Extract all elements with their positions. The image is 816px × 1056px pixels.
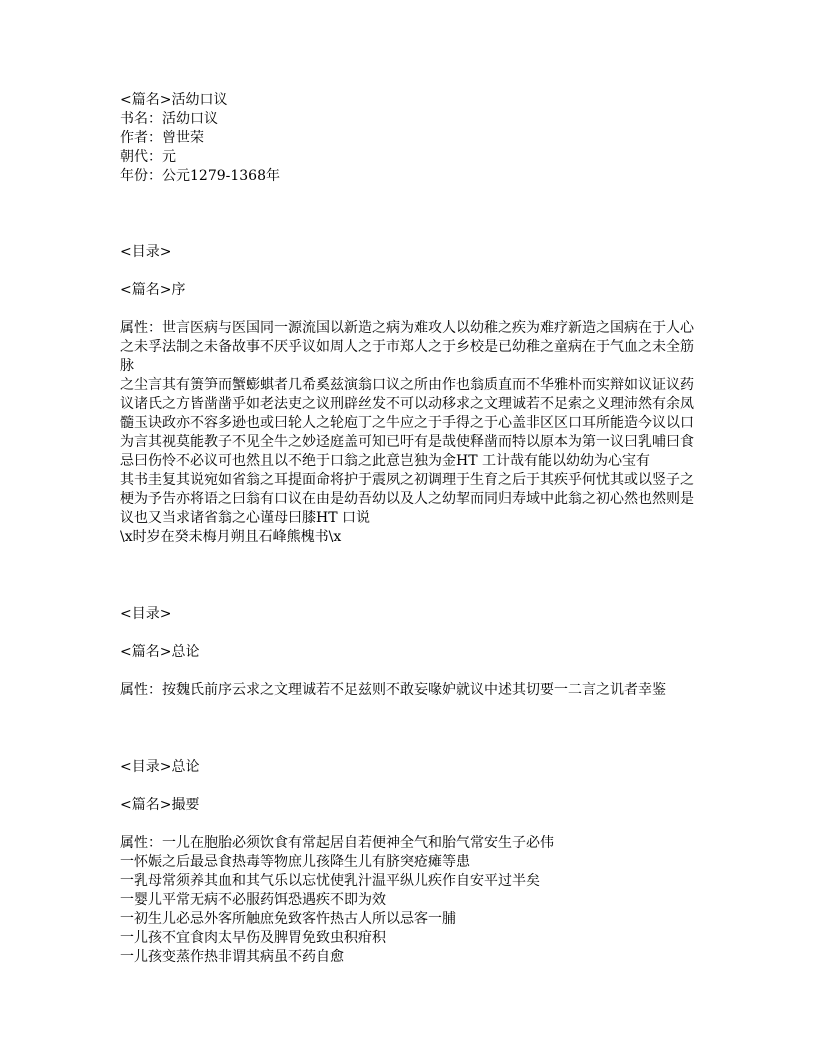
book-name: 书名：活幼口议 — [120, 111, 218, 127]
paragraph: 属性：一儿在胞胎必须饮食有常起居自若便神全气和胎气常安生子必伟 — [120, 835, 554, 851]
toc-label: <目录> — [120, 244, 172, 260]
section-preface — [120, 243, 705, 547]
section-title: <篇名>序 — [120, 282, 186, 298]
dynasty: 朝代：元 — [120, 149, 176, 165]
paragraph: 其书圭复其说宛如省翁之耳提面命将护于震夙之初调理于生育之后于其疾乎何忧其或以竖子之梗为予告亦将语之曰翁有口议在由是幼吾幼以及人之幼挈而同归寿域中此翁之初心然也然则是议也又当求诸省翁之心谨母曰膝HT 口说 — [120, 472, 694, 526]
section-summary — [120, 758, 705, 967]
paragraph: 之尘言其有箦笋而蟹蟛蜞者几希奚兹演翁口议之所由作也翁质直而不华雅朴而实辩如议证议药议诸氏之方皆凿凿乎如老法吏之议刑辟丝发不可以动移求之文理诚若不足索之义理沛然有余凤髓玉诀政亦不容多逊也或曰轮人之轮庖丁之牛应之于手得之于心盖非区区口耳所能造今议以口为言其视莫能教子不见全牛之妙迳庭盖可知已吁有是哉使释凿而特以原本为第一议曰乳哺曰食忌曰伤怜不必议可也然且以不绝于口翁之此意岂独为金HT 工计哉有能以幼幼为心宝有 — [120, 377, 694, 469]
toc-label: <目录> — [120, 606, 172, 622]
list-item: 一儿孩不宜食肉太早伤及脾胃免致虫积疳积 — [120, 930, 386, 946]
section-title: <篇名>总论 — [120, 644, 200, 660]
paragraph: 属性：按魏氏前序云求之文理诚若不足兹则不敢妄喙妒就议中述其切要一二言之讥者幸鉴 — [120, 682, 666, 698]
author: 作者：曾世荣 — [120, 130, 204, 146]
paragraph: 属性：世言医病与医国同一源流国以新造之病为难攻人以幼稚之疾为难疗新造之国病在于人心之未孚法制之未备故事不厌乎议如周人之于市郑人之于乡校是已幼稚之童病在于气血之未全筋脉 — [120, 320, 694, 374]
year-range: 年份：公元1279-1368年 — [120, 168, 280, 184]
list-item: 一乳母常须养其血和其气乐以忘忧使乳汁温平纵儿疾作自安平过半矣 — [120, 873, 540, 889]
chapter-title: <篇名>活幼口议 — [120, 92, 228, 108]
list-item: 一初生儿必忌外客所触庶免致客忤热古人所以忌客一脯 — [120, 911, 456, 927]
document-page — [120, 91, 705, 967]
section-general — [120, 605, 705, 700]
toc-label: <目录>总论 — [120, 759, 200, 775]
signature: \x时岁在癸未梅月朔且石峰熊槐书\x — [120, 529, 342, 545]
list-item: 一儿孩变蒸作热非谓其病虽不药自愈 — [120, 949, 344, 965]
list-item: 一婴儿平常无病不必服药饵恐遇疾不即为效 — [120, 892, 386, 908]
section-title: <篇名>撮要 — [120, 797, 200, 813]
list-item: 一怀娠之后最忌食热毒等物庶儿孩降生儿有脐突疮瘫等患 — [120, 854, 470, 870]
